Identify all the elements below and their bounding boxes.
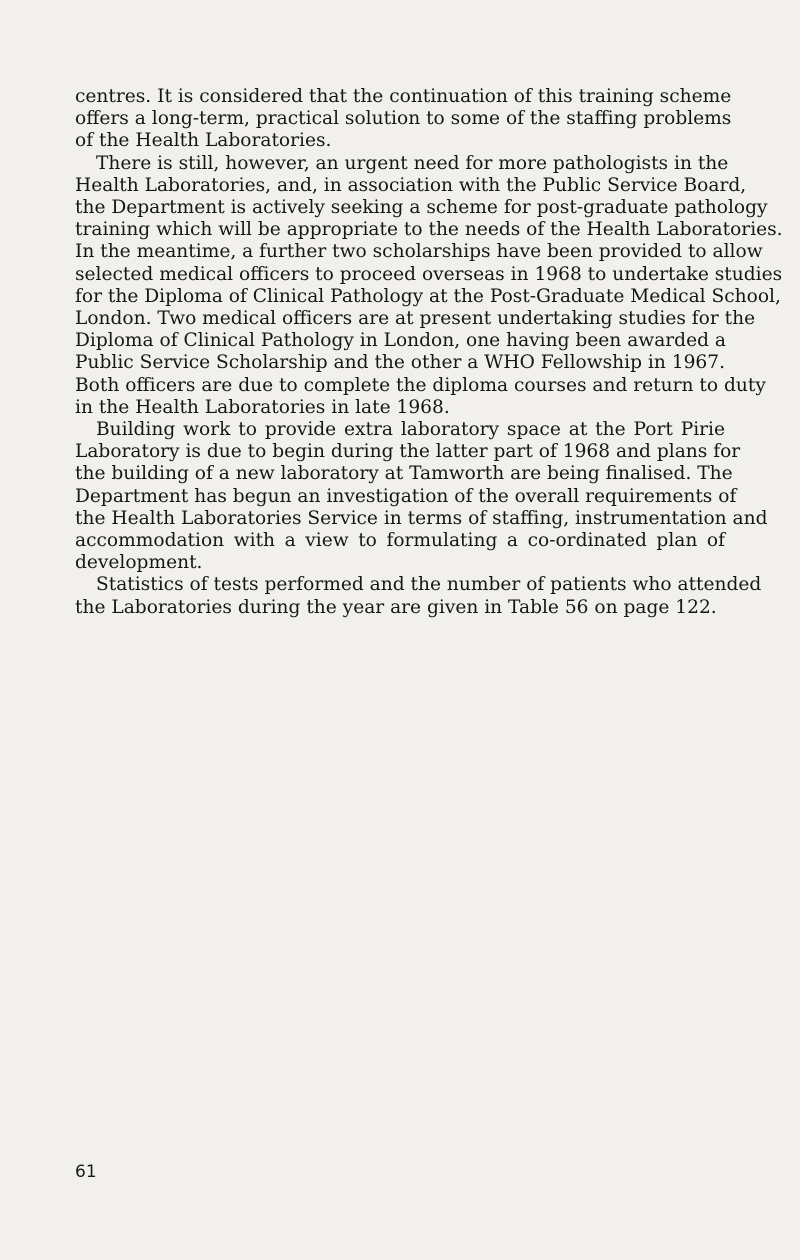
text-line: In the meantime, a further two scholarships have been provided to allow: [75, 241, 763, 263]
page-number: 61: [75, 1162, 97, 1182]
text-line: There is still, however, an urgent need for more pathologists in the: [96, 152, 729, 174]
text-line: training which will be appropriate to the needs of the Health Laboratories.: [75, 219, 783, 241]
text-line: the Health Laboratories Service in terms of staffing, instrumentation and: [75, 507, 768, 529]
body-text: [75, 86, 783, 619]
text-line: accommodation with a view to formulating a co-ordinated plan of: [75, 530, 725, 552]
text-line: development.: [75, 552, 203, 574]
paragraph-4: [75, 574, 762, 618]
text-line: selected medical officers to proceed overseas in 1968 to undertake studies: [75, 263, 783, 285]
text-line: Building work to provide extra laboratory space at the Port Pirie: [96, 419, 725, 441]
text-line: of the Health Laboratories.: [75, 130, 332, 152]
paragraph-1: [75, 86, 732, 153]
text-line: Statistics of tests performed and the number of patients who attended: [96, 574, 762, 596]
text-line: Department has begun an investigation of the overall requirements of: [75, 485, 737, 507]
text-line: the Department is actively seeking a scheme for post-graduate pathology: [75, 197, 768, 219]
text-line: the building of a new laboratory at Tamworth are being finalised. The: [75, 463, 733, 485]
text-line: Laboratory is due to begin during the latter part of 1968 and plans for: [75, 441, 741, 463]
text-line: Health Laboratories, and, in association with the Public Service Board,: [75, 174, 747, 196]
text-line: the Laboratories during the year are given in Table 56 on page 122.: [75, 596, 717, 618]
text-line: for the Diploma of Clinical Pathology at the Post-Graduate Medical School,: [75, 285, 781, 307]
paragraph-3: [75, 419, 768, 574]
paragraph-2: [75, 152, 783, 419]
text-line: centres. It is considered that the continuation of this training scheme: [75, 86, 732, 107]
text-line: Public Service Scholarship and the other a WHO Fellowship in 1967.: [75, 352, 725, 374]
text-line: in the Health Laboratories in late 1968.: [75, 396, 450, 418]
text-line: offers a long-term, practical solution to some of the staffing problems: [75, 108, 732, 130]
text-line: Diploma of Clinical Pathology in London, one having been awarded a: [75, 330, 726, 352]
text-line: London. Two medical officers are at present undertaking studies for the: [75, 308, 756, 330]
text-line: Both officers are due to complete the diploma courses and return to duty: [75, 374, 766, 396]
